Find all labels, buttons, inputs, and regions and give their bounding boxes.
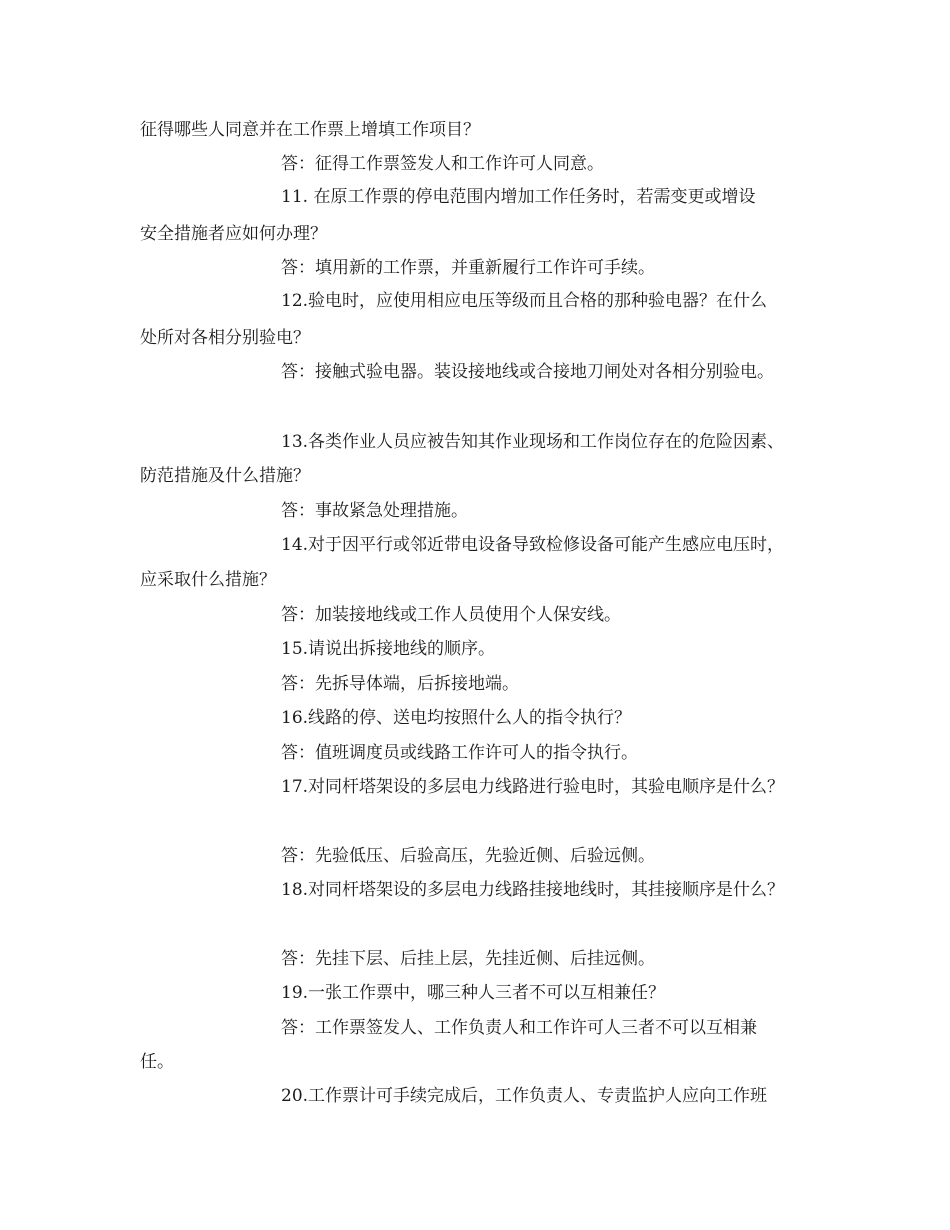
answer-line: 答：先拆导体端，后拆接地端。 <box>281 674 519 694</box>
text-line: 安全措施者应如何办理？ <box>140 224 327 244</box>
question-line: 19.一张工作票中，哪三种人三者不可以互相兼任？ <box>281 983 666 1003</box>
answer-line: 答：工作票签发人、工作负责人和工作许可人三者不可以互相兼 <box>281 1018 757 1038</box>
question-line: 18.对同杆塔架设的多层电力线路挂接地线时，其挂接顺序是什么？ <box>281 880 785 900</box>
question-line: 15.请说出拆接地线的顺序。 <box>281 639 496 659</box>
question-line: 12.验电时，应使用相应电压等级而且合格的那种验电器？在什么 <box>281 291 768 311</box>
question-line: 14.对于因平行或邻近带电设备导致检修设备可能产生感应电压时， <box>281 535 785 555</box>
text-line: 征得哪些人同意并在工作票上增填工作项目？ <box>140 120 480 140</box>
answer-line: 答：加装接地线或工作人员使用个人保安线。 <box>281 605 621 625</box>
question-line: 11. 在原工作票的停电范围内增加工作任务时，若需变更或增设 <box>281 187 756 207</box>
text-line: 任。 <box>140 1052 174 1072</box>
answer-line: 答：先挂下层、后挂上层，先挂近侧、后挂远侧。 <box>281 949 655 969</box>
text-line: 应采取什么措施？ <box>140 570 276 590</box>
answer-line: 答：接触式验电器。装设接地线或合接地刀闸处对各相分别验电。 <box>281 362 774 382</box>
answer-line: 答：填用新的工作票，并重新履行工作许可手续。 <box>281 258 655 278</box>
answer-line: 答：征得工作票签发人和工作许可人同意。 <box>281 154 604 174</box>
text-line: 防范措施及什么措施？ <box>140 466 310 486</box>
text-line: 处所对各相分别验电？ <box>140 328 310 348</box>
answer-line: 答：事故紧急处理措施。 <box>281 501 468 521</box>
question-line: 17.对同杆塔架设的多层电力线路进行验电时，其验电顺序是什么？ <box>281 777 785 797</box>
answer-line: 答：先验低压、后验高压，先验近侧、后验远侧。 <box>281 846 655 866</box>
question-line: 13.各类作业人员应被告知其作业现场和工作岗位存在的危险因素、 <box>281 432 785 452</box>
answer-line: 答：值班调度员或线路工作许可人的指令执行。 <box>281 743 638 763</box>
question-line: 16.线路的停、送电均按照什么人的指令执行？ <box>281 708 632 728</box>
question-line: 20.工作票计可手续完成后，工作负责人、专责监护人应向工作班 <box>281 1086 768 1106</box>
